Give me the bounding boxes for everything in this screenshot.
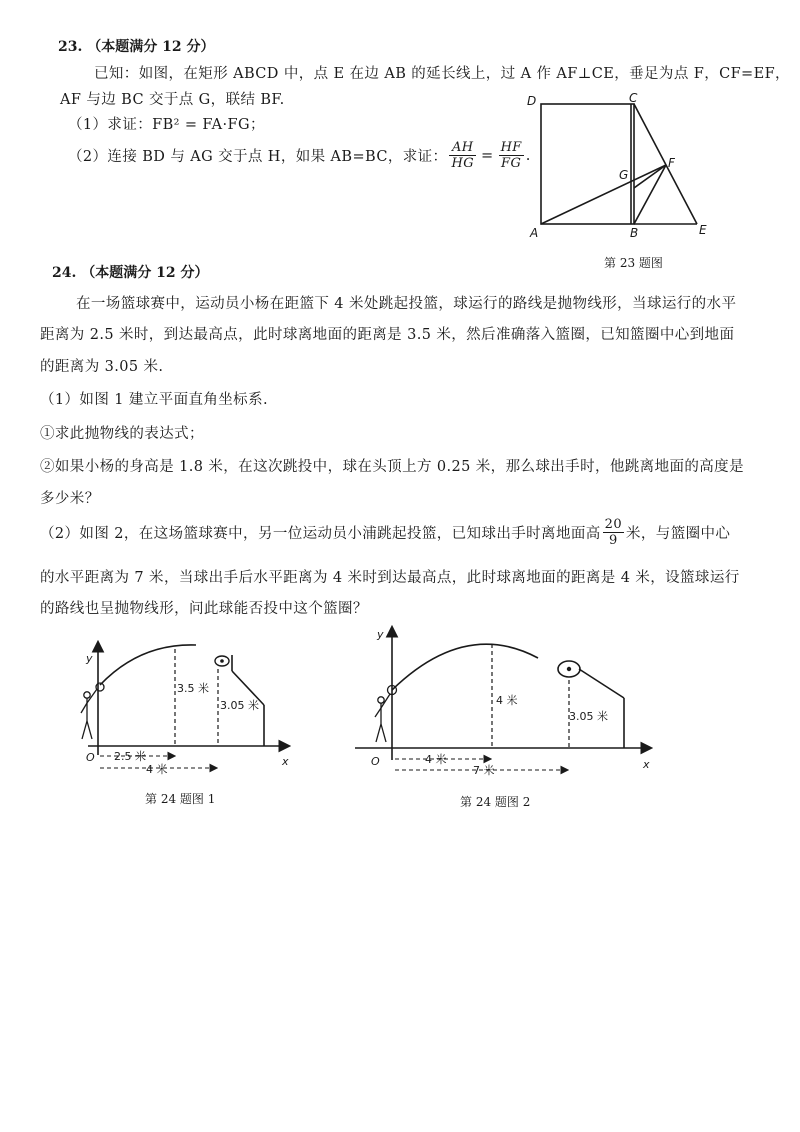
frac-numerator: HF — [500, 140, 522, 155]
segment-gf — [634, 165, 666, 188]
q24-intro-line3: 的距离为 3.05 米. — [40, 359, 164, 375]
frac-numerator: 20 — [604, 517, 622, 532]
x-label: x — [282, 755, 289, 768]
q24-figure-1-caption: 第 24 题图 1 — [145, 792, 216, 806]
q24-intro-line2: 距离为 2.5 米时，到达最高点，此时球离地面的距离是 3.5 米，然后准确落入篮圈，已知篮圈中心到地面 — [40, 327, 735, 343]
label-a: A — [530, 226, 539, 240]
q23-figure-caption: 第 23 题图 — [604, 256, 663, 270]
parabola-path — [392, 644, 538, 690]
frac-numerator: AH — [449, 140, 476, 156]
q23-part2-prefix: （2）连接 BD 与 AG 交于点 H，如果 AB=BC，求证： — [68, 149, 448, 165]
frac-denominator: HG — [451, 156, 474, 171]
rim-height-label: 3.05 米 — [569, 710, 608, 723]
q24-part2-tail: 米，与篮圈中心 — [626, 526, 731, 542]
q23-part1: （1）求证：FB² = FA·FG； — [68, 117, 265, 133]
hoop-center-dot — [220, 659, 224, 663]
q24-part2-line3: 的路线也呈抛物线形，问此球能否投中这个篮圈？ — [40, 601, 368, 617]
q24-sub1: ①求此抛物线的表达式； — [40, 426, 204, 442]
q23-fraction-hf-fg — [499, 140, 524, 171]
q24-sub2-line2: 多少米？ — [40, 491, 100, 507]
q23-intro-line2: AF 与边 BC 交于点 G，联结 BF. — [60, 92, 285, 108]
frac-denominator: FG — [501, 156, 522, 171]
player-figure-icon — [375, 694, 390, 742]
label-b: B — [630, 226, 639, 240]
q24-sub2-line1: ②如果小杨的身高是 1.8 米，在这次跳投中，球在头顶上方 0.25 米，那么球出手时，他跳离地面的高度是 — [40, 459, 744, 475]
q24-figure-2 — [355, 622, 665, 790]
q23-figure — [525, 92, 725, 242]
q24-fraction-20-9 — [603, 517, 624, 548]
q23-header: 23. （本题满分 12 分） — [58, 39, 215, 55]
segment-af — [541, 165, 666, 224]
q24-figure-2-caption: 第 24 题图 2 — [460, 795, 531, 809]
y-label: y — [377, 628, 384, 641]
label-g: G — [619, 168, 629, 182]
origin-label: O — [86, 751, 95, 764]
distance-4-label: 4 米 — [425, 753, 447, 766]
q23-part2 — [68, 140, 531, 171]
frac-denominator: 9 — [608, 533, 618, 548]
segment-bf — [634, 165, 666, 224]
peak-height-label: 4 米 — [496, 694, 518, 707]
q24-figure-1 — [70, 635, 300, 785]
distance-2-5-label: 2.5 米 — [114, 750, 146, 763]
distance-4-label: 4 米 — [146, 763, 168, 776]
origin-label: O — [371, 755, 380, 768]
hoop-center-dot — [567, 667, 571, 671]
equals-sign: = — [481, 147, 494, 164]
q23-fraction-ah-hg — [449, 140, 476, 171]
parabola-path — [100, 645, 196, 685]
q24-part2-text: （2）如图 2，在这场篮球赛中，另一位运动员小浦跳起投篮，已知球出手时离地面高 — [40, 526, 601, 542]
hoop-brace — [579, 669, 624, 698]
q24-part2-line1 — [40, 517, 730, 548]
distance-7-label: 7 米 — [473, 764, 495, 777]
label-f: F — [668, 156, 675, 170]
rim-height-label: 3.05 米 — [220, 699, 259, 712]
label-d: D — [527, 94, 537, 108]
q24-intro-line1: 在一场篮球赛中，运动员小杨在距篮下 4 米处跳起投篮，球运行的路线是抛物线形，当球运行的水平 — [76, 296, 737, 312]
label-e: E — [699, 223, 707, 237]
player-figure-icon — [81, 689, 97, 739]
q24-part2-line2: 的水平距离为 7 米，当球出手后水平距离为 4 米时到达最高点，此时球离地面的距离是 4 米，设篮球运行 — [40, 570, 740, 586]
peak-height-label: 3.5 米 — [177, 682, 209, 695]
q24-header: 24. （本题满分 12 分） — [52, 265, 209, 281]
x-label: x — [643, 758, 650, 771]
q24-part1: （1）如图 1 建立平面直角坐标系. — [40, 392, 268, 408]
rectangle-abcd — [541, 104, 634, 224]
y-label: y — [86, 652, 93, 665]
q23-intro-line1: 已知：如图，在矩形 ABCD 中，点 E 在边 AB 的延长线上，过 A 作 AF⊥CE，垂足为点 F，CF=EF， — [94, 66, 790, 82]
label-c: C — [629, 92, 638, 105]
period: . — [525, 147, 531, 164]
